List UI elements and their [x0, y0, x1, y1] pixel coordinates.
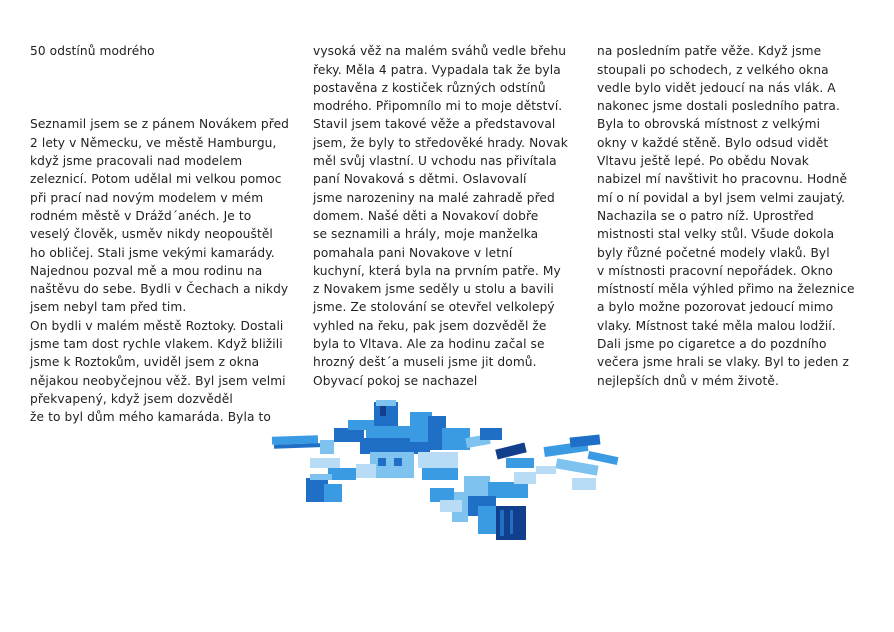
- column-2-body: vysoká věž na malém sváhů vedle břehu řeky. Měla 4 patra. Vypadala tak že byla postavěna z kostiček různých odstínů modrého. Připomnílo mi to moje dětství. Stavil jsem takové věže a představoval jsem, že byly to středověké hrady. Novak měl svůj vlastní. U vchodu nas přivítala paní Novaková s dětmi. Oslavovalí jsme narozeniny na malé zahradě před domem. Našé děti a Novakoví dobře se seznamili a hrály, moje manželka pomahala pani Novakove v letní kuchyní, která byla na prvním patře. My z Novakem jsme seděly u stolu a bavili jsme. Ze stolování se otevřel velkolepý vyhled na řeku, pak jsem dozvěděl že byla to Vltava. Ale za hodinu začal se hrozný dešt´a museli jsme jit domů. Obyvací pokoj se nachazel: [313, 44, 568, 388]
- article-title: 50 odstínů modrého: [30, 44, 155, 59]
- text-column-1: [30, 24, 295, 427]
- column-3-body: na posledním patře věže. Když jsme stoupali po schodech, z velkého okna vedle bylo vidět jedoucí na nás vlák. A nakonec jsme dostali posledního patra. Byla to obrovská místnost z velkými okny v každé stěně. Bylo odsud vidět Vltavu ještě lepé. Po obědu Novak nabizel mí navštivit ho pracovnu. Hodně mí o ní povidal a byl jsem velmi zaujatý. Nachazila se o patro níž. Uprostřed mistnosti stal velky stůl. Všude dokola byly řůzné početné modely vlaků. Byl v místnosti pracovní nepořádek. Okno místností měla výhled přimo na železnice a bylo možne pozorovat jedoucí mimo vlaky. Místnost také měla malou lodžií. Dali jsme po cigaretce a do pozdního večera jsme hrali se vlaky. Byl to jeden z nejlepších dnů v mém životě.: [597, 44, 855, 388]
- block-tower-center: [356, 400, 470, 480]
- block-pile-left: [272, 420, 374, 502]
- block-pile-front: [430, 472, 536, 540]
- paragraph-gap: [30, 79, 295, 97]
- text-column-2: [313, 24, 583, 390]
- column-1-body: Seznamil jsem se z pánem Novákem před 2 lety v Německu, ve městě Hamburgu, když jsme pracovali nad modelem zeleznicí. Potom udělal mi velkou pomoc při prací nad novým modelem v mém rodném městě v Drážd´anéch. Je to veselý člověk, usměv nikdy neopouštěl ho obličej. Stali jsme vekými kamarády. Najednou pozval mě a mou rodinu na naštěvu do sebe. Bydli v Čechach a nikdy jsem nebyl tam před tim. On bydli v malém městě Roztoky. Dostali jsme tam dost rychle vlakem. Když bližili jsme k Roztokům, uviděl jsem z okna nějakou neobyčejnou věž. Byl jsem velmi překvapený, když jsem dozvěděl že to byl dům mého kamaráda. Byla to: [30, 117, 290, 425]
- text-column-3: [597, 24, 867, 390]
- blue-building-blocks-image: [270, 392, 630, 552]
